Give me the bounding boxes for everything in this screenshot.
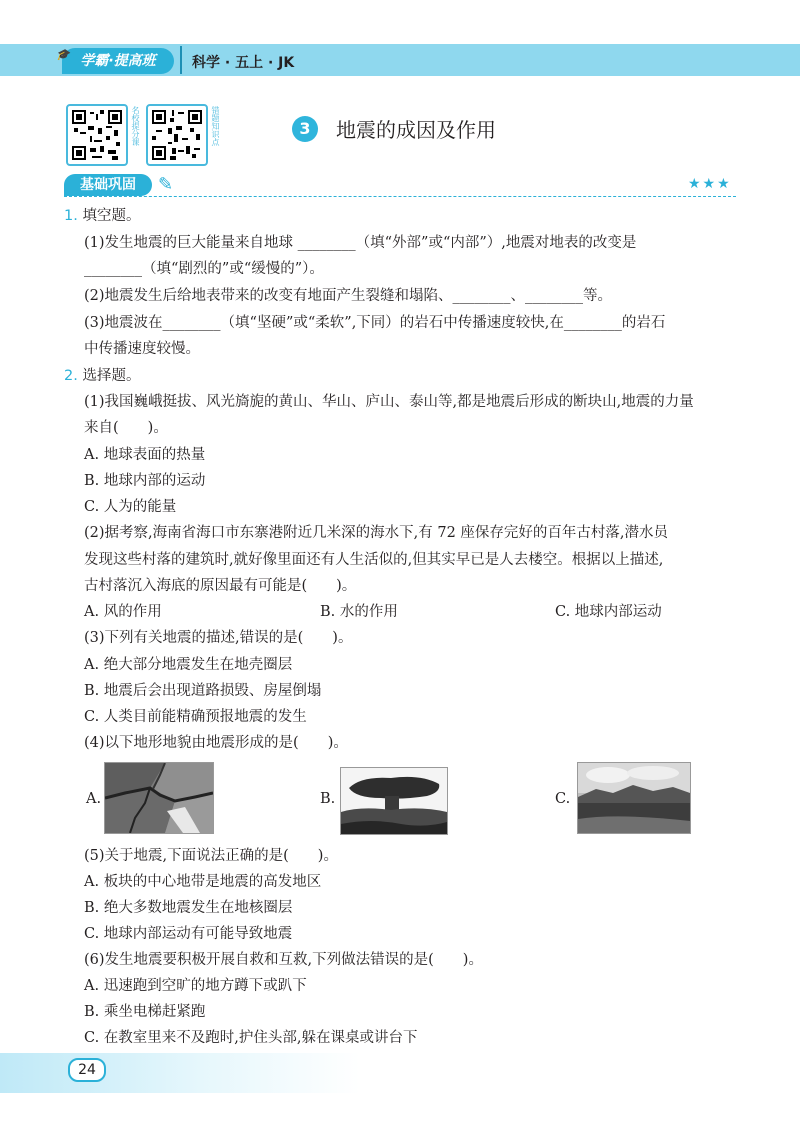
- q1-line-4: (3)地震波在________（填“坚硬”或“柔软”,下同）的岩石中传播速度较快,在________的岩石: [84, 315, 666, 331]
- q2-1-option-a: A. 地球表面的热量: [84, 447, 206, 463]
- page-number: 24: [68, 1058, 106, 1082]
- section-tag: 基础巩固: [64, 174, 152, 196]
- q2-1-line-1: (1)我国巍峨挺拔、风光旖旎的黄山、华山、庐山、泰山等,都是地震后形成的断块山,地震的力量: [84, 394, 694, 410]
- q2-2-line-2: 发现这些村落的建筑时,就好像里面还有人生活似的,但其实早已是人去楼空。根据以上描述,: [84, 552, 664, 568]
- question-2-heading: [64, 366, 140, 386]
- q2-4-option-a: A.: [86, 791, 102, 807]
- q2-6-option-b: B. 乘坐电梯赶紧跑: [84, 1004, 206, 1020]
- image-mountain-lake: [577, 762, 691, 834]
- q2-5-line-1: (5)关于地震,下面说法正确的是( )。: [84, 848, 338, 864]
- question-title: 选择题。: [82, 368, 141, 384]
- q2-3-option-b: B. 地震后会出现道路损毁、房屋倒塌: [84, 683, 322, 699]
- footer-band: [0, 1053, 800, 1093]
- difficulty-stars: ★★★: [688, 176, 732, 192]
- qr-pattern-icon: [72, 110, 122, 160]
- q2-4-line-1: (4)以下地形地貌由地震形成的是( )。: [84, 735, 348, 751]
- q2-2-option-a: A. 风的作用: [84, 604, 162, 620]
- qr-code-left[interactable]: [66, 104, 128, 166]
- q2-6-option-a: A. 迅速跑到空旷的地方蹲下或趴下: [84, 978, 307, 994]
- q1-line-2: ________（填“剧烈的”或“缓慢的”）。: [84, 261, 324, 277]
- series-label: 学霸·提高班: [80, 53, 156, 69]
- cap-icon: 🎓: [56, 48, 70, 61]
- section-divider: [64, 196, 736, 197]
- image-rock-formation: [340, 767, 448, 835]
- q2-2-option-b: B. 水的作用: [320, 604, 398, 620]
- q2-5-option-c: C. 地球内部运动有可能导致地震: [84, 926, 293, 942]
- q2-2-line-3: 古村落沉入海底的原因最有可能是( )。: [84, 578, 357, 594]
- q2-1-line-2: 来自( )。: [84, 420, 168, 436]
- header-divider: [180, 46, 182, 74]
- q1-line-5: 中传播速度较慢。: [84, 341, 200, 357]
- q2-5-option-b: B. 绝大多数地震发生在地核圈层: [84, 900, 293, 916]
- q2-6-option-c: C. 在教室里来不及跑时,护住头部,躲在课桌或讲台下: [84, 1030, 418, 1046]
- qr-pattern-icon: [152, 110, 202, 160]
- q2-3-option-c: C. 人类目前能精确预报地震的发生: [84, 709, 307, 725]
- q2-1-option-c: C. 人为的能量: [84, 499, 177, 515]
- q2-4-option-c: C.: [555, 791, 571, 807]
- lesson-number: 3: [292, 116, 318, 142]
- question-1-heading: [64, 206, 140, 226]
- qr-label-left: 名校提分课: [131, 106, 140, 146]
- q2-2-line-1: (2)据考察,海南省海口市东寨港附近几米深的海水下,有 72 座保存完好的百年古村落,潜水员: [84, 525, 669, 541]
- image-cracked-road: [104, 762, 214, 834]
- series-tab: [56, 48, 174, 74]
- q2-3-option-a: A. 绝大部分地震发生在地壳圈层: [84, 657, 293, 673]
- question-number: 2.: [64, 368, 78, 384]
- qr-label-right: 错题知识点: [211, 106, 220, 146]
- qr-code-right[interactable]: [146, 104, 208, 166]
- pencil-icon: ✎: [158, 174, 174, 195]
- q2-5-option-a: A. 板块的中心地带是地震的高发地区: [84, 874, 322, 890]
- q1-line-1: (1)发生地震的巨大能量来自地球 ________（填“外部”或“内部”）,地震对地表的改变是: [84, 235, 637, 251]
- lesson-title: 地震的成因及作用: [336, 118, 496, 142]
- question-title: 填空题。: [82, 208, 141, 224]
- q2-1-option-b: B. 地球内部的运动: [84, 473, 206, 489]
- q2-3-line-1: (3)下列有关地震的描述,错误的是( )。: [84, 630, 353, 646]
- q2-2-option-c: C. 地球内部运动: [555, 604, 662, 620]
- q2-4-option-b: B.: [320, 791, 336, 807]
- question-number: 1.: [64, 208, 78, 224]
- q1-line-3: (2)地震发生后给地表带来的改变有地面产生裂缝和塌陷、________、________等。: [84, 288, 613, 304]
- header-subject: 科学 · 五上 · JK: [192, 55, 295, 71]
- q2-6-line-1: (6)发生地震要积极开展自救和互救,下列做法错误的是( )。: [84, 952, 483, 968]
